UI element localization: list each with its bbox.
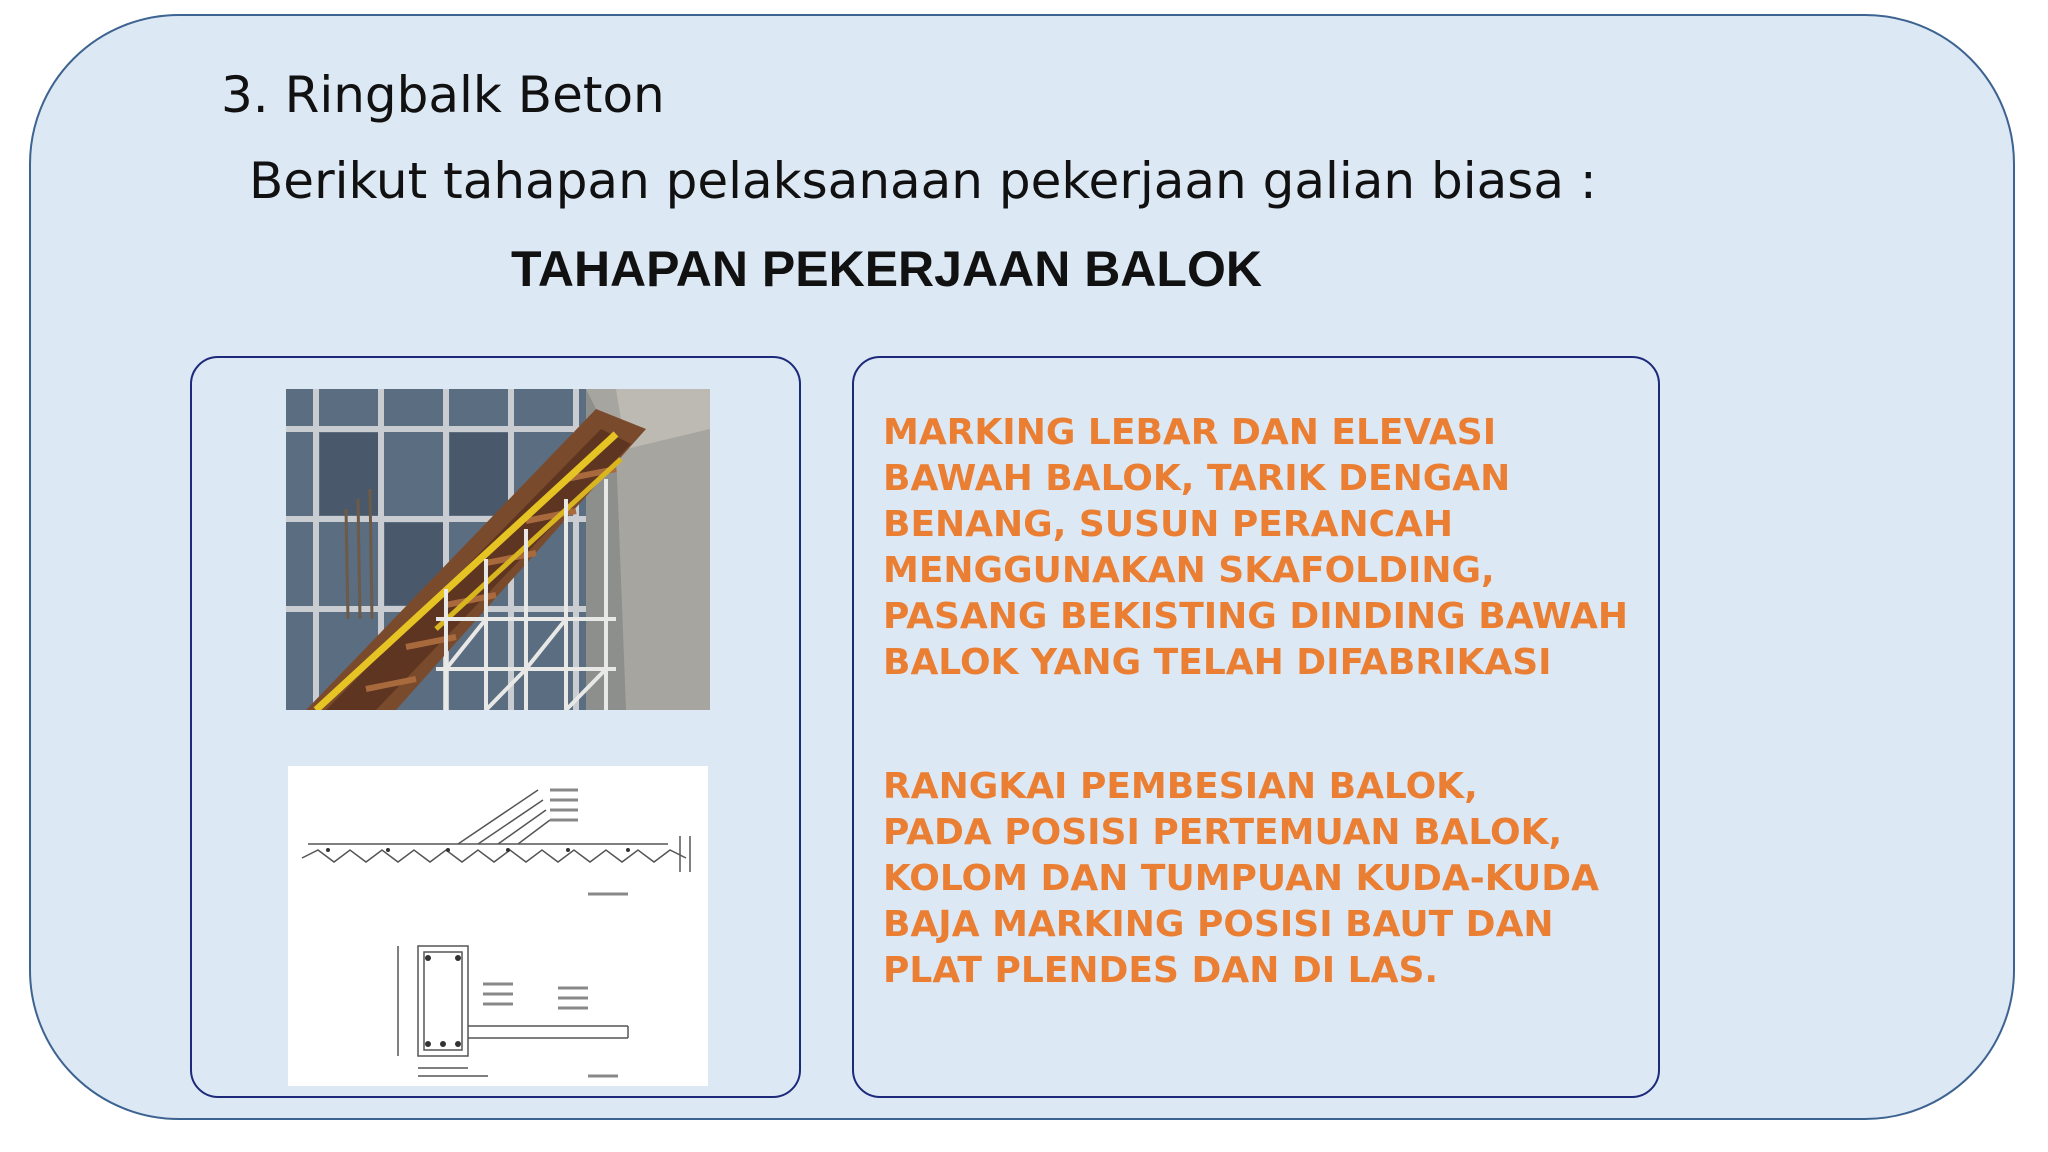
step-2-line: PADA POSISI PERTEMUAN BALOK, — [883, 812, 1563, 853]
step-1-line: BENANG, SUSUN PERANCAH — [883, 504, 1453, 545]
step-2-line: KOLOM DAN TUMPUAN KUDA-KUDA — [883, 858, 1599, 899]
step-1-line: BALOK YANG TELAH DIFABRIKASI — [883, 642, 1552, 683]
beam-section-drawing — [288, 766, 708, 1086]
step-description-1 — [883, 410, 1628, 686]
slide-subheading: Berikut tahapan pelaksanaan pekerjaan galian biasa : — [249, 152, 1597, 210]
step-1-line: MENGGUNAKAN SKAFOLDING, — [883, 550, 1495, 591]
slide-heading: 3. Ringbalk Beton — [221, 66, 665, 124]
step-2-line: BAJA MARKING POSISI BAUT DAN — [883, 904, 1554, 945]
step-2-line: RANGKAI PEMBESIAN BALOK, — [883, 766, 1478, 807]
step-1-line: PASANG BEKISTING DINDING BAWAH — [883, 596, 1629, 637]
step-1-line: BAWAH BALOK, TARIK DENGAN — [883, 458, 1511, 499]
step-1-line: MARKING LEBAR DAN ELEVASI — [883, 412, 1497, 453]
construction-photo — [286, 389, 710, 710]
step-2-line: PLAT PLENDES DAN DI LAS. — [883, 950, 1439, 991]
section-title: TAHAPAN PEKERJAAN BALOK — [511, 241, 1262, 297]
step-description-2 — [883, 764, 1599, 994]
